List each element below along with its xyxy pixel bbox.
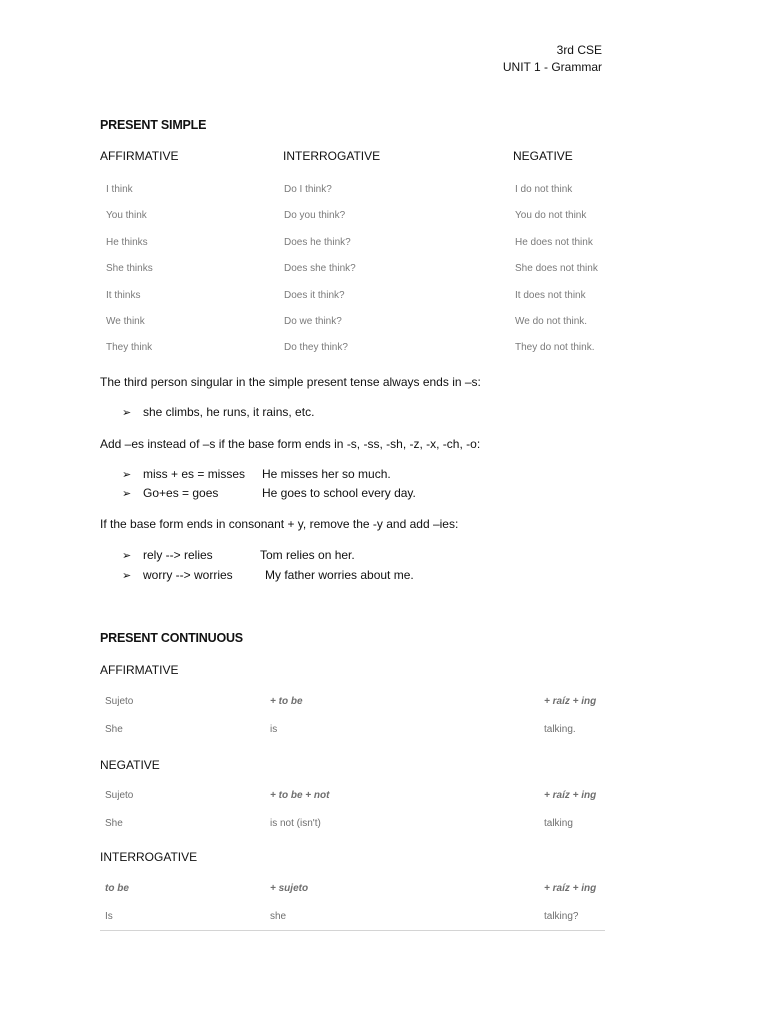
ps-interrogative-heading: INTERROGATIVE (283, 149, 381, 163)
rule-third-person: The third person singular in the simple present tense always ends in –s: (100, 375, 481, 389)
table-cell: is (270, 724, 278, 735)
table-header-cell: Sujeto (105, 790, 134, 801)
bullet-text: miss + es = misses (143, 467, 246, 481)
ps-negative-heading: NEGATIVE (513, 149, 573, 163)
present-simple-title: PRESENT SIMPLE (100, 118, 207, 132)
table-cell: talking. (544, 724, 576, 735)
table-row (100, 782, 605, 810)
rule-ies-ending: If the base form ends in consonant + y, remove the -y and add –ies: (100, 517, 459, 531)
ps-affirmative-item: I think (106, 184, 133, 195)
pc-affirmative-heading: AFFIRMATIVE (100, 663, 179, 677)
pc-negative-heading: NEGATIVE (100, 758, 160, 772)
table-header-cell: to be (105, 883, 129, 894)
table-cell: she (270, 911, 287, 922)
ps-negative-item: I do not think (515, 184, 573, 195)
ps-interrogative-item: Does he think? (284, 236, 351, 248)
present-continuous-title: PRESENT CONTINUOUS (100, 631, 243, 645)
ps-affirmative-column (106, 180, 266, 365)
pc-negative-table (100, 782, 605, 838)
table-header-cell: Sujeto (105, 696, 134, 707)
arrow-bullet-icon: ➢ (122, 407, 132, 419)
table-header-cell: + to be + not (270, 790, 330, 801)
pc-interrogative-heading: INTERROGATIVE (100, 850, 198, 864)
bullet-text: she climbs, he runs, it rains, etc. (143, 405, 315, 419)
bullet-example: He goes to school every day. (262, 486, 416, 500)
ps-interrogative-item: Do I think? (284, 184, 332, 195)
arrow-bullet-icon: ➢ (122, 570, 132, 582)
ps-interrogative-item: Does she think? (284, 263, 356, 275)
table-cell: She (105, 818, 123, 829)
ps-affirmative-item: You think (106, 210, 147, 222)
page-header (503, 42, 602, 76)
ps-affirmative-item: It thinks (106, 289, 141, 301)
arrow-bullet-icon: ➢ (122, 488, 132, 500)
bullet-example: Tom relies on her. (260, 548, 355, 562)
ps-affirmative-item: They think (106, 342, 153, 354)
bullet-text: worry --> worries (143, 568, 233, 582)
ps-negative-item: It does not think (515, 289, 586, 301)
table-cell: is not (isn't) (270, 818, 321, 829)
ps-affirmative-item: She thinks (106, 263, 153, 275)
table-header-cell: + raíz + ing (544, 696, 597, 707)
ps-interrogative-item: Do they think? (284, 342, 348, 354)
ps-affirmative-item: We think (106, 315, 145, 327)
unit-label: UNIT 1 - Grammar (502, 60, 602, 74)
table-row (100, 875, 605, 903)
course-label: 3rd CSE (556, 43, 602, 57)
rule2-bullet (122, 484, 416, 502)
rule2-bullet (122, 465, 391, 483)
table-row (100, 810, 605, 838)
ps-negative-item: They do not think. (515, 342, 595, 354)
ps-negative-item: You do not think (515, 210, 587, 222)
ps-interrogative-column (284, 180, 484, 365)
bullet-example: My father worries about me. (265, 568, 414, 582)
arrow-bullet-icon: ➢ (122, 550, 132, 562)
rule1-bullet (122, 403, 314, 421)
rule-es-ending: Add –es instead of –s if the base form ends in -s, -ss, -sh, -z, -x, -ch, -o: (100, 437, 481, 451)
table-cell: talking (544, 818, 573, 829)
ps-negative-item: She does not think (515, 263, 598, 275)
table-bottom-divider (100, 930, 605, 931)
ps-affirmative-item: He thinks (106, 236, 148, 248)
bullet-example: He misses her so much. (262, 467, 391, 481)
pc-interrogative-table (100, 875, 605, 931)
table-cell: Is (105, 911, 113, 922)
ps-interrogative-item: Does it think? (284, 289, 345, 301)
arrow-bullet-icon: ➢ (122, 469, 132, 481)
pc-affirmative-table (100, 688, 605, 744)
ps-negative-item: We do not think. (515, 315, 588, 327)
table-header-cell: + to be (270, 696, 303, 707)
ps-affirmative-heading: AFFIRMATIVE (100, 149, 179, 163)
table-row (100, 688, 605, 716)
table-row (100, 716, 605, 744)
table-cell: She (105, 724, 123, 735)
ps-interrogative-item: Do we think? (284, 315, 342, 327)
bullet-text: Go+es = goes (143, 486, 219, 500)
rule3-bullet (122, 566, 414, 584)
table-header-cell: + raíz + ing (544, 790, 597, 801)
bullet-text: rely --> relies (143, 548, 213, 562)
ps-negative-column (515, 180, 600, 365)
table-row (100, 903, 605, 931)
rule3-bullet (122, 546, 355, 564)
table-cell: talking? (544, 911, 579, 922)
ps-interrogative-item: Do you think? (284, 210, 346, 222)
table-header-cell: + raíz + ing (544, 883, 597, 894)
ps-negative-item: He does not think (515, 236, 593, 248)
table-header-cell: + sujeto (270, 883, 309, 894)
